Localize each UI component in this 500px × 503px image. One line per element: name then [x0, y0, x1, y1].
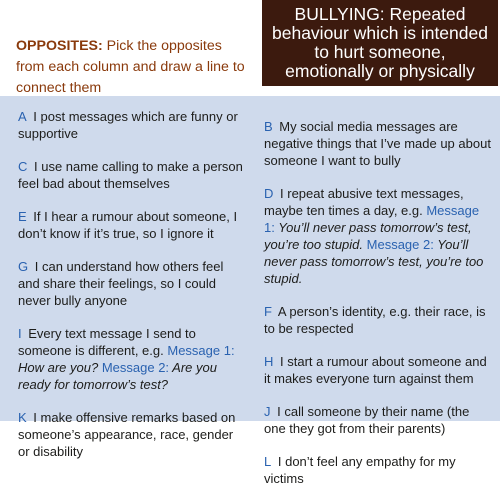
statement-letter: G — [18, 259, 29, 274]
instructions-keyword: OPPOSITES: — [16, 38, 103, 54]
statement-letter: J — [264, 404, 271, 419]
statement-k — [18, 409, 248, 460]
message-2-label: Message 2: — [366, 237, 434, 252]
instructions — [16, 36, 248, 99]
instructions-text: Pick the opposites from each column and draw a line to connect them — [16, 38, 245, 96]
statement-h — [264, 353, 492, 387]
statement-j — [264, 403, 492, 437]
statement-letter: A — [18, 109, 27, 124]
statement-text: I make offensive remarks based on someone’s appearance, race, gender or disability — [18, 410, 236, 459]
statement-text: I start a rumour about someone and it makes everyone turn against them — [264, 354, 487, 386]
statement-text: I use name calling to make a person feel bad about themselves — [18, 159, 243, 191]
statement-text: A person’s identity, e.g. their race, is to be respected — [264, 304, 486, 336]
statement-d — [264, 185, 492, 287]
statement-letter: H — [264, 354, 274, 369]
message-1-label: Message 1: — [264, 203, 480, 235]
statement-l — [264, 453, 492, 487]
statement-text: If I hear a rumour about someone, I don’t know if it’s true, so I ignore it — [18, 209, 238, 241]
statement-text: I don’t feel any empathy for my victims — [264, 454, 456, 486]
right-column — [264, 118, 492, 503]
statement-text: My social media messages are negative things that I’ve made up about someone I want to bully — [264, 119, 491, 168]
message-2-text: Are you ready for tomorrow’s test? — [18, 360, 217, 392]
statement-b — [264, 118, 492, 169]
message-1-label: Message 1: — [167, 343, 235, 358]
statement-letter: E — [18, 209, 27, 224]
statement-text: I can understand how others feel and share their feelings, so I could never bully anyone — [18, 259, 224, 308]
statement-letter: F — [264, 304, 272, 319]
message-1-text: You’ll never pass tomorrow’s test, you’re too stupid. — [264, 220, 472, 252]
statement-letter: C — [18, 159, 28, 174]
statement-text: I call someone by their name (the one they got from their parents) — [264, 404, 470, 436]
statement-letter: L — [264, 454, 272, 469]
message-2-label: Message 2: — [101, 360, 170, 375]
header — [0, 0, 500, 96]
message-1-text: How are you? — [18, 360, 99, 375]
statements-panel — [0, 96, 500, 486]
definition-box: BULLYING: Repeated behaviour which is intended to hurt someone, emotionally or physically — [262, 0, 498, 86]
statement-e — [18, 208, 248, 242]
statement-c — [18, 158, 248, 192]
statement-text: I repeat abusive text messages, maybe ten times a day, e.g. — [264, 186, 464, 218]
statement-f — [264, 303, 492, 337]
statement-letter: B — [264, 119, 273, 134]
message-2-text: You’ll never pass tomorrow’s test, you’re too stupid. — [264, 237, 484, 286]
statement-letter: K — [18, 410, 27, 425]
statement-g — [18, 258, 248, 309]
statement-text: Every text message I send to someone is different, e.g. — [18, 326, 196, 358]
statement-text: I post messages which are funny or supportive — [18, 109, 238, 141]
statement-a — [18, 108, 248, 142]
statement-letter: I — [18, 326, 22, 341]
statement-i — [18, 325, 248, 393]
statement-letter: D — [264, 186, 274, 201]
